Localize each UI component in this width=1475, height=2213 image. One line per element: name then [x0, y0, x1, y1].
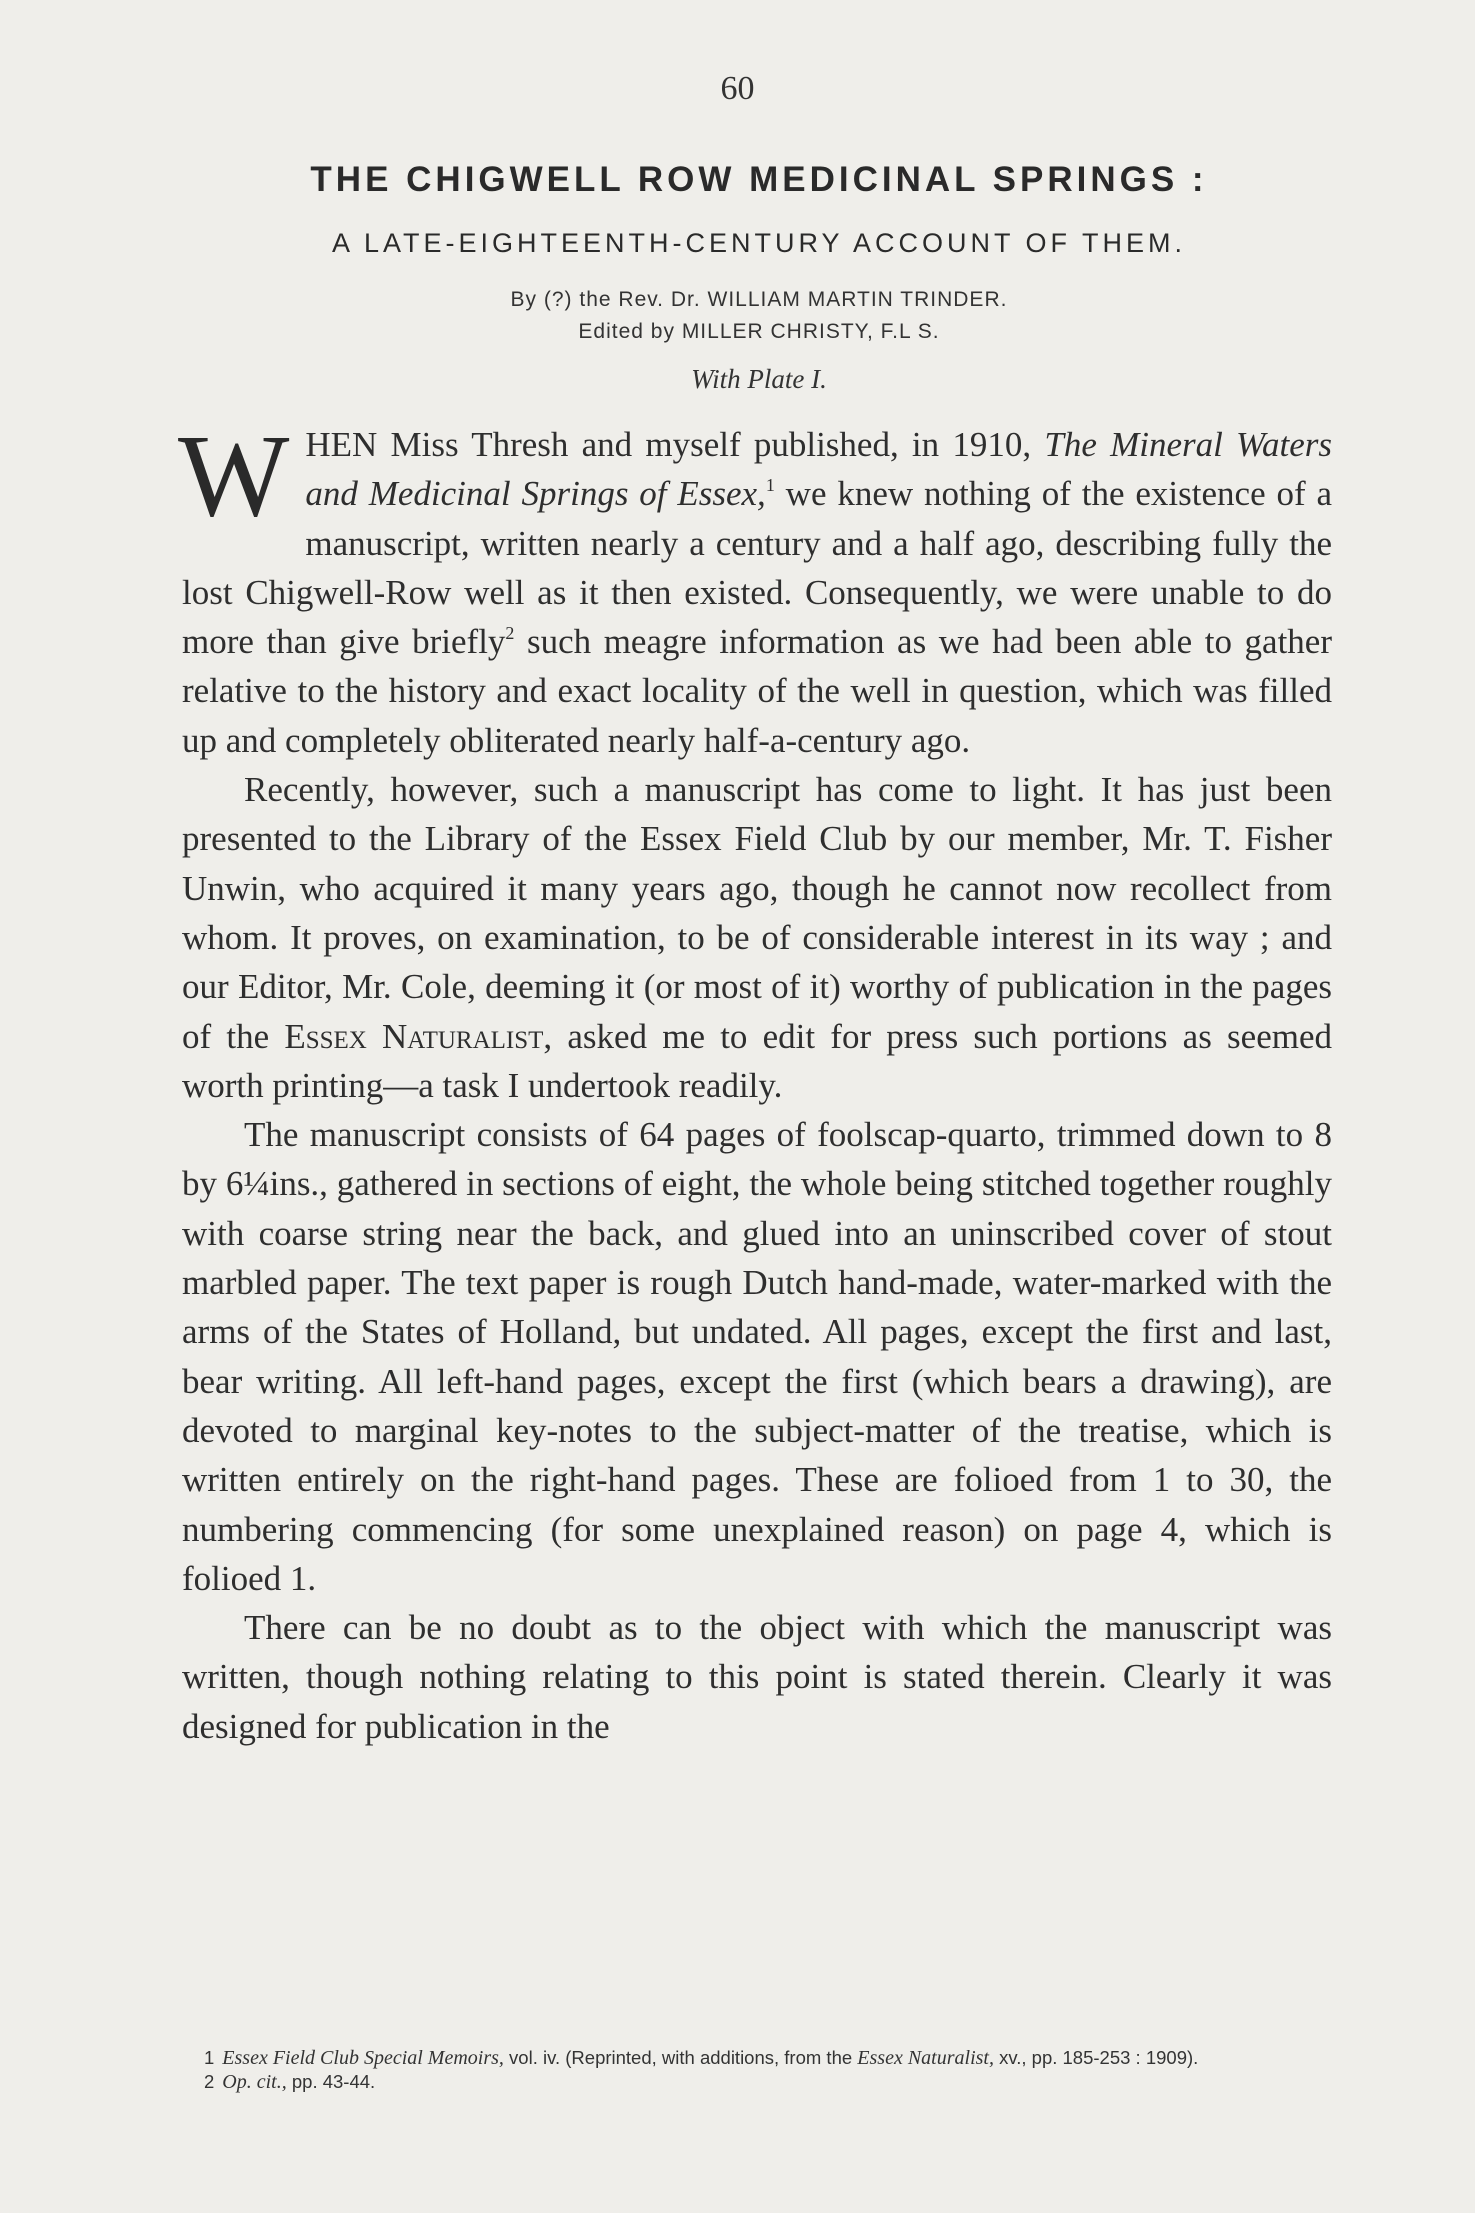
paragraph-1 [178, 410, 1333, 765]
para1-text-b: we knew nothing of the existence of a manuscript, written nearly a century and a half ago, describing fully the lost Chigwell-Row well as it then existed. Consequently, we were unable to do more than give briefly [182, 474, 1332, 662]
footnote-2 [182, 2070, 1332, 2094]
footnote-ref-2: 2 [505, 623, 515, 644]
plate-note: With Plate I. [691, 364, 827, 394]
para2-text-b: , asked me to edit for press such portions as seemed worth printing—a task I undertook readily. [182, 1016, 1332, 1105]
article-title: THE CHIGWELL ROW MEDICINAL SPRINGS : [310, 160, 1208, 199]
footnote-ref-1: 1 [765, 475, 775, 496]
para2-text-a: Recently, however, such a manuscript has come to light. It has just been presented to the Library of the Essex Field Club by our member, Mr. T. Fisher Unwin, who acquired it many years ago, though he cannot now recollect from whom. It proves, on examination, to be of considerable interest in its way ; and our Editor, Mr. Cole, deeming it (or most of it) worthy of publication in the pages of the [182, 770, 1332, 1056]
journal-name: Essex Naturalist [284, 1016, 544, 1056]
footnote-2-text: pp. 43-44. [286, 2071, 376, 2092]
footnote-2-number: 2 [204, 2071, 215, 2092]
footnote-1-text: vol. iv. (Reprinted, with additions, from the [503, 2047, 858, 2068]
footnote-1-italic: Essex Field Club Special Memoirs, [222, 2047, 504, 2069]
article-body [178, 410, 1333, 1751]
drop-cap: W [178, 410, 290, 541]
footnote-2-italic: Op. cit., [222, 2071, 287, 2093]
book-title: The Mineral Waters and Medicinal Springs of Essex, [305, 425, 1333, 514]
footnotes [182, 2046, 1332, 2094]
paragraph-2 [182, 765, 1332, 1110]
para1-text-c: such meagre information as we had been able to gather relative to the history and exact locality of the well in question, which was filled up and completely obliterated nearly half-a-century ago. [182, 622, 1332, 760]
paragraph-3: The manuscript consists of 64 pages of foolscap-quarto, trimmed down to 8 by 6¼ins., gathered in sections of eight, the whole being stitched together roughly with coarse string near the back, and glued into an uninscribed cover of stout marbled paper. The text paper is rough Dutch hand-made, water-marked with the arms of the States of Holland, but undated. All pages, except the first and last, bear writing. All left-hand pages, except the first (which bears a drawing), are devoted to marginal key-notes to the subject-matter of the treatise, which is written entirely on the right-hand pages. These are folioed from 1 to 30, the numbering commencing (for some unexplained reason) on page 4, which is folioed 1. [182, 1115, 1332, 1598]
article-subtitle: A LATE-EIGHTEENTH-CENTURY ACCOUNT OF THEM. [331, 228, 1187, 258]
para1-text-a: HEN Miss Thresh and myself published, in 1910, [305, 425, 1045, 464]
footnote-1-italic-2: Essex Naturalist, [857, 2047, 994, 2069]
footnote-1 [182, 2046, 1332, 2070]
page-number: 60 [720, 70, 755, 107]
footnote-1-number: 1 [204, 2047, 215, 2068]
paragraph-4: There can be no doubt as to the object with which the manuscript was written, though nothing relating to this point is stated therein. Clearly it was designed for publication in the [182, 1608, 1332, 1746]
footnote-1-text-2: xv., pp. 185-253 : 1909). [993, 2047, 1199, 2068]
byline-author: By (?) the Rev. Dr. WILLIAM MARTIN TRINDER. [510, 288, 1008, 311]
byline-editor: Edited by MILLER CHRISTY, F.L S. [578, 320, 940, 343]
